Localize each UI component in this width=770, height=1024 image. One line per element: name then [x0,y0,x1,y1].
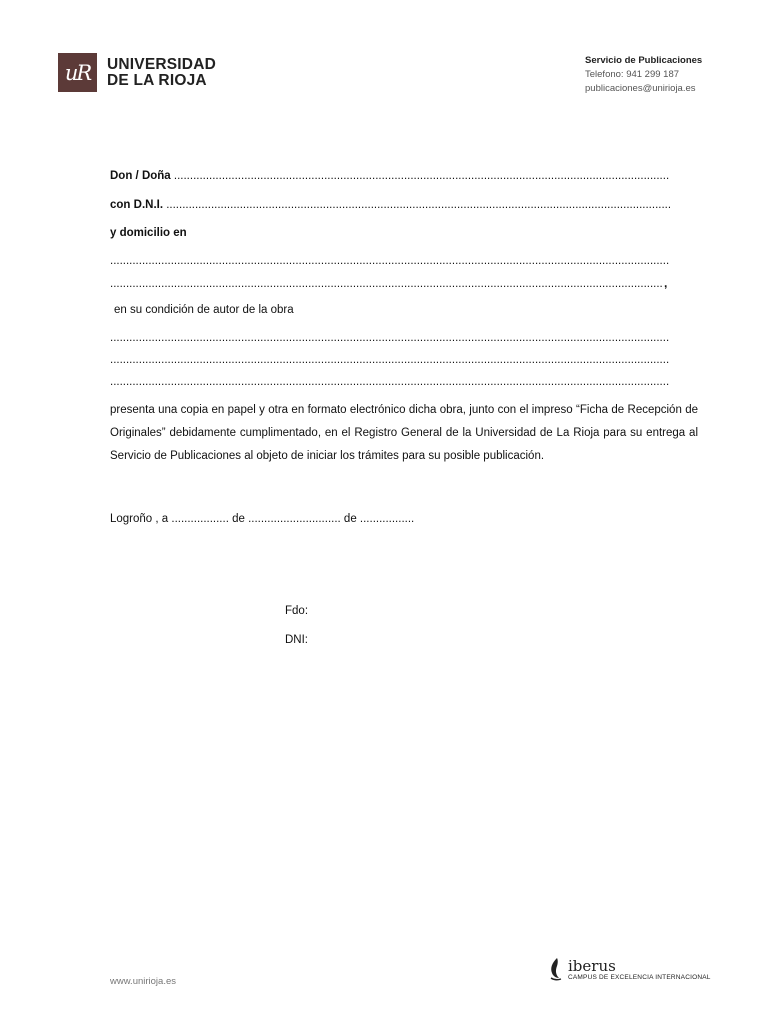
service-phone: Telefono: 941 299 187 [585,69,680,80]
address-dots-1 [110,253,670,269]
service-contact [585,54,702,96]
signature-label: Fdo: [285,605,309,617]
domicilio-label: y domicilio en [110,227,187,239]
date-line: Logroño , a .................. de ............................. de ................. [110,513,415,525]
obra-dots-1 [110,330,670,346]
service-title: Servicio de Publicaciones [585,55,703,66]
dni-line [110,197,670,213]
footer-url: www.unirioja.es [110,976,176,987]
university-logo [58,53,216,92]
don-line [110,168,670,184]
logo-line-2: DE LA RIOJA [107,71,207,89]
logo-wordmark [107,57,216,89]
body-paragraph: presenta una copia en papel y otra en formato electrónico dicha obra, junto con el impreso “Ficha de Recepción de Originales” debidamente cumplimentado, en el Registro General de la Universidad de La Rioja para su entrega al Servicio de Publicaciones al objeto de iniciar los trámites para su posible publicación. [110,404,698,462]
iberus-name: iberus [568,957,616,975]
autor-text: en su condición de autor de la obra [114,304,294,316]
autor-line [114,302,674,318]
logo-mark: uR [58,53,97,92]
address-comma: , [664,276,668,290]
domicilio-line [110,225,670,241]
iberus-wordmark [568,958,711,981]
address-dots-2 [110,276,662,292]
obra-dots-2 [110,352,670,368]
service-email: publicaciones@unirioja.es [585,83,696,94]
obra-dots-3 [110,374,670,390]
iberus-logo [548,957,711,981]
don-label: Don / Doña ..... [110,170,670,182]
iberus-leaf-icon [548,957,564,981]
iberus-subtitle: CAMPUS DE EXCELENCIA INTERNACIONAL [568,974,711,981]
dni-signature-label: DNI: [285,634,308,646]
dni-label: con D.N.I. ..... [110,199,670,211]
logo-line-1: UNIVERSIDAD [107,55,216,73]
